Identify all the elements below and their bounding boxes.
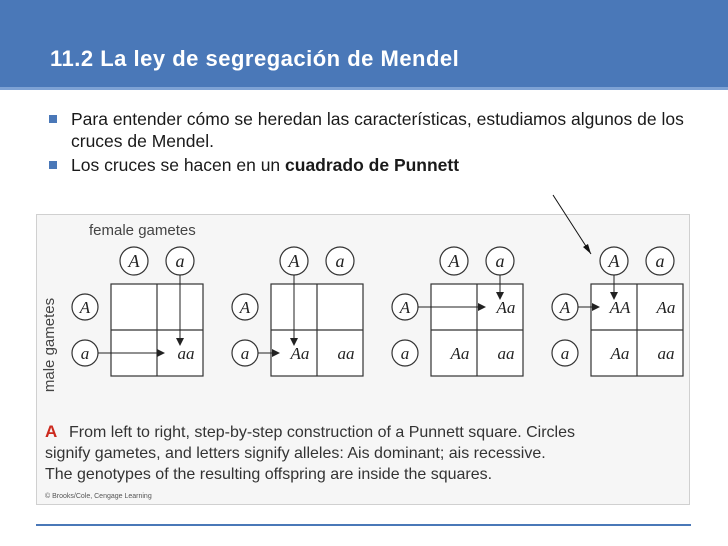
offspring-genotype: Aa xyxy=(450,344,470,363)
bullet-square-icon xyxy=(49,115,57,123)
male-gamete-allele: a xyxy=(80,344,90,363)
offspring-genotype: Aa xyxy=(610,344,630,363)
caption-line-2 xyxy=(45,445,546,462)
bullet-text: Los cruces se hacen en un xyxy=(71,155,286,175)
female-gamete-allele: a xyxy=(495,251,505,271)
female-gamete-allele: A xyxy=(288,251,300,271)
female-gamete-allele: A xyxy=(448,251,460,271)
footer-rule xyxy=(36,524,691,526)
male-gamete-allele: A xyxy=(79,298,91,317)
caption-part: is dominant; xyxy=(358,445,449,462)
offspring-genotype: Aa xyxy=(290,344,310,363)
caption-part: is recessive. xyxy=(457,445,546,462)
title-bar xyxy=(0,0,728,90)
bullet-item xyxy=(44,154,684,176)
offspring-genotype: AA xyxy=(609,298,631,317)
bullet-item xyxy=(44,108,684,152)
punnett-diagram xyxy=(37,215,689,504)
caption-allele-dominant: A xyxy=(347,445,359,462)
punnett-step-1 xyxy=(72,247,203,376)
bullet-list xyxy=(44,108,684,178)
caption-letter: A xyxy=(45,422,58,441)
female-gamete-allele: A xyxy=(608,251,620,271)
punnett-figure xyxy=(36,214,690,505)
caption-allele-recessive: a xyxy=(448,445,458,462)
male-gametes-label: male gametes xyxy=(41,297,58,393)
male-gamete-allele: A xyxy=(399,298,411,317)
slide-title: 11.2 La ley de segregación de Mendel xyxy=(50,46,460,71)
offspring-genotype: aa xyxy=(177,344,195,363)
male-gamete-allele: a xyxy=(560,344,570,363)
punnett-step-3 xyxy=(392,247,523,376)
bullet-bold-term: cuadrado de Punnett xyxy=(285,155,460,175)
female-gamete-allele: a xyxy=(655,251,665,271)
offspring-genotype: Aa xyxy=(496,298,516,317)
punnett-step-4 xyxy=(552,247,683,376)
female-gamete-allele: a xyxy=(335,251,345,271)
male-gamete-allele: a xyxy=(400,344,410,363)
bullet-square-icon xyxy=(49,161,57,169)
caption-line-1: From left to right, step-by-step construction of a Punnett square. Circles xyxy=(69,424,575,441)
bullet-text: Para entender cómo se heredan las características, estudiamos algunos de los cruces de Mendel. xyxy=(71,109,684,151)
male-gamete-allele: A xyxy=(559,298,571,317)
copyright-note: © Brooks/Cole, Cengage Learning xyxy=(45,493,152,500)
male-gamete-allele: A xyxy=(239,298,251,317)
offspring-genotype: aa xyxy=(497,344,515,363)
offspring-genotype: Aa xyxy=(656,298,676,317)
female-gamete-allele: A xyxy=(128,251,140,271)
female-gamete-allele: a xyxy=(175,251,185,271)
male-gamete-allele: a xyxy=(240,344,250,363)
caption-line-3: The genotypes of the resulting offspring are inside the squares. xyxy=(45,466,493,483)
offspring-genotype: aa xyxy=(337,344,355,363)
female-gametes-label: female gametes xyxy=(89,222,196,239)
offspring-genotype: aa xyxy=(657,344,675,363)
caption-part: signify gametes, and letters signify alleles: xyxy=(45,445,348,462)
punnett-step-2 xyxy=(232,247,363,376)
